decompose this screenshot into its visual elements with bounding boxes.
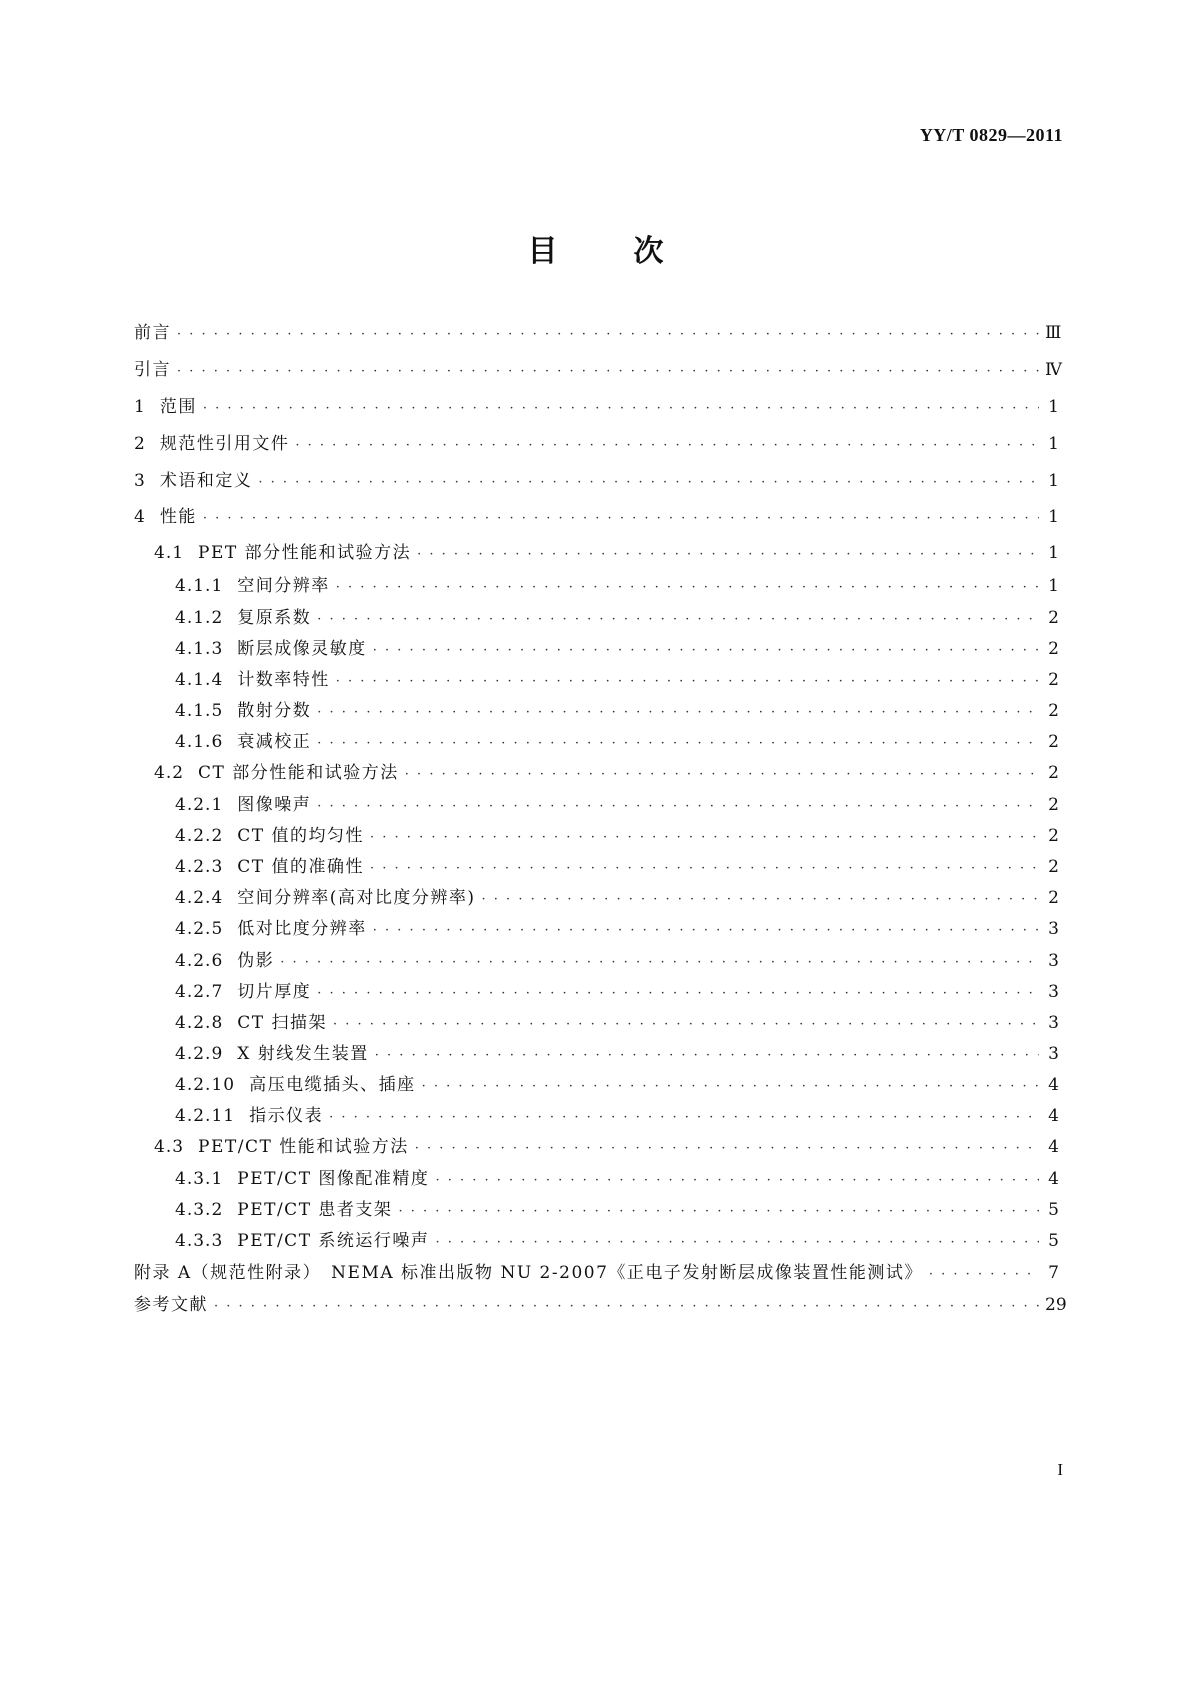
toc-entry-title: X 射线发生装置 xyxy=(237,1044,369,1064)
toc-entry[interactable] xyxy=(134,919,1059,941)
toc-dot-leader xyxy=(405,765,1039,785)
toc-dot-leader xyxy=(329,1108,1039,1128)
toc-dot-leader xyxy=(482,890,1039,910)
toc-entry-title: PET 部分性能和试验方法 xyxy=(198,543,412,563)
toc-entry-title: 引言 xyxy=(134,360,171,380)
toc-dot-leader xyxy=(370,859,1039,879)
toc-entry-number: 4.3.1 xyxy=(175,1169,224,1189)
toc-entry-page: 2 xyxy=(1048,763,1059,783)
toc-entry-title: 计数率特性 xyxy=(237,670,330,690)
toc-entry-title: 范围 xyxy=(159,397,197,417)
toc-entry-page: 1 xyxy=(1048,507,1059,527)
toc-entry-page: 2 xyxy=(1048,888,1059,908)
toc-entry-number: 4.2.10 xyxy=(175,1075,236,1095)
toc-entry[interactable] xyxy=(134,323,1062,345)
toc-dot-leader xyxy=(203,399,1039,419)
toc-entry-page: 1 xyxy=(1048,397,1059,417)
toc-dot-leader xyxy=(375,1046,1039,1066)
toc-entry[interactable] xyxy=(134,397,1059,419)
toc-entry-title: 性能 xyxy=(159,507,197,527)
toc-entry[interactable] xyxy=(134,543,1059,565)
toc-entry[interactable] xyxy=(134,1169,1059,1191)
toc-entry-page: 2 xyxy=(1048,608,1059,628)
toc-dot-leader xyxy=(258,473,1039,493)
toc-entry[interactable] xyxy=(134,795,1059,817)
toc-entry-title: 低对比度分辨率 xyxy=(237,919,367,939)
toc-entry-page: 29 xyxy=(1045,1295,1067,1315)
toc-entry-title: 伪影 xyxy=(237,951,275,971)
toc-entry-number: 4.1.1 xyxy=(175,576,224,596)
toc-entry[interactable] xyxy=(134,951,1059,973)
toc-entry-number: 4.3 xyxy=(154,1137,185,1157)
toc-dot-leader xyxy=(177,325,1039,345)
toc-entry-page: 1 xyxy=(1048,576,1059,596)
page-title-char-2: 次 xyxy=(633,234,664,269)
toc-entry[interactable] xyxy=(134,608,1059,630)
toc-dot-leader xyxy=(435,1233,1039,1253)
toc-entry[interactable] xyxy=(134,434,1059,456)
toc-entry-page: 3 xyxy=(1048,1013,1059,1033)
toc-entry[interactable] xyxy=(134,982,1059,1004)
toc-entry-title: CT 部分性能和试验方法 xyxy=(198,763,399,783)
toc-dot-leader xyxy=(317,734,1039,754)
toc-entry-page: 2 xyxy=(1048,639,1059,659)
toc-dot-leader xyxy=(203,509,1039,529)
toc-dot-leader xyxy=(333,1015,1039,1035)
toc-entry[interactable] xyxy=(134,471,1059,493)
toc-entry[interactable] xyxy=(134,1013,1059,1035)
toc-entry-page: 2 xyxy=(1048,732,1059,752)
page-number: I xyxy=(1057,1460,1063,1479)
toc-entry-number: 4.3.2 xyxy=(175,1200,224,1220)
toc-dot-leader xyxy=(336,578,1039,598)
toc-entry-number: 4.2.8 xyxy=(175,1013,224,1033)
toc-entry[interactable] xyxy=(134,507,1059,529)
toc-entry-title: 参考文献 xyxy=(134,1295,208,1315)
toc-dot-leader xyxy=(929,1265,1039,1285)
toc-dot-leader xyxy=(336,672,1039,692)
toc-dot-leader xyxy=(435,1171,1039,1191)
toc-dot-leader xyxy=(373,921,1039,941)
toc-entry[interactable] xyxy=(134,888,1059,910)
toc-dot-leader xyxy=(398,1202,1039,1222)
toc-entry-page: 3 xyxy=(1048,982,1059,1002)
toc-dot-leader xyxy=(317,610,1039,630)
toc-entry-page: 2 xyxy=(1048,857,1059,877)
toc-dot-leader xyxy=(177,362,1039,382)
toc-entry-title: PET/CT 患者支架 xyxy=(237,1200,393,1220)
page-title-char-1: 目 xyxy=(527,234,558,269)
toc-entry-title: PET/CT 系统运行噪声 xyxy=(237,1231,430,1251)
toc-entry-title: 空间分辨率 xyxy=(237,576,330,596)
toc-entry-page: 2 xyxy=(1048,795,1059,815)
toc-entry-number: 4.3.3 xyxy=(175,1231,224,1251)
toc-entry-title: PET/CT 图像配准精度 xyxy=(237,1169,430,1189)
toc-entry-page: 4 xyxy=(1048,1106,1059,1126)
toc-entry-title: 散射分数 xyxy=(237,701,312,721)
toc-entry-number: 3 xyxy=(134,471,146,491)
toc-entry-number: 4.2.3 xyxy=(175,857,224,877)
toc-entry-number: 4.1.2 xyxy=(175,608,224,628)
toc-dot-leader xyxy=(214,1297,1039,1317)
toc-entry-number: 4.2.2 xyxy=(175,826,224,846)
toc-entry[interactable] xyxy=(134,1137,1059,1159)
toc-entry[interactable] xyxy=(134,732,1059,754)
table-of-contents xyxy=(134,323,1067,1317)
toc-dot-leader xyxy=(280,953,1039,973)
page-title xyxy=(0,226,1191,270)
toc-entry-number: 4.1.6 xyxy=(175,732,224,752)
toc-entry-number: 4.2.7 xyxy=(175,982,224,1002)
toc-entry[interactable] xyxy=(134,670,1059,692)
toc-entry-number: 1 xyxy=(134,397,146,417)
toc-entry-page: 5 xyxy=(1048,1200,1059,1220)
toc-entry[interactable] xyxy=(134,360,1062,382)
toc-dot-leader xyxy=(295,436,1039,456)
toc-entry-page: Ⅳ xyxy=(1045,360,1062,380)
toc-entry-title: 高压电缆插头、插座 xyxy=(249,1075,416,1095)
toc-entry-page: Ⅲ xyxy=(1045,323,1062,343)
toc-entry-page: 7 xyxy=(1048,1263,1059,1283)
toc-entry-number: 4.1.4 xyxy=(175,670,224,690)
toc-dot-leader xyxy=(317,984,1039,1004)
toc-entry[interactable] xyxy=(134,1106,1059,1128)
toc-entry-page: 5 xyxy=(1048,1231,1059,1251)
toc-dot-leader xyxy=(370,828,1039,848)
toc-entry-title: 规范性引用文件 xyxy=(159,434,290,454)
toc-entry-number: 4.2.6 xyxy=(175,951,224,971)
toc-entry[interactable] xyxy=(134,826,1059,848)
toc-entry[interactable] xyxy=(134,576,1059,598)
toc-entry-page: 1 xyxy=(1048,434,1059,454)
toc-entry-number: 4.1 xyxy=(154,543,185,563)
toc-entry[interactable] xyxy=(134,701,1059,723)
toc-entry-page: 2 xyxy=(1048,701,1059,721)
toc-entry-page: 3 xyxy=(1048,951,1059,971)
toc-entry-title: PET/CT 性能和试验方法 xyxy=(198,1137,409,1157)
toc-entry-title: CT 值的准确性 xyxy=(237,857,365,877)
toc-entry[interactable] xyxy=(134,857,1059,879)
toc-entry[interactable] xyxy=(134,1263,1059,1285)
toc-entry-title: 附录 A（规范性附录） NEMA 标准出版物 NU 2-2007《正电子发射断层成像装置性能测试》 xyxy=(134,1263,923,1283)
toc-dot-leader xyxy=(317,797,1039,817)
toc-entry-title: CT 扫描架 xyxy=(237,1013,328,1033)
toc-dot-leader xyxy=(415,1139,1039,1159)
toc-entry-number: 4.2.11 xyxy=(175,1106,236,1126)
toc-entry-page: 3 xyxy=(1048,1044,1059,1064)
toc-entry-page: 1 xyxy=(1048,471,1059,491)
toc-entry-page: 4 xyxy=(1048,1075,1059,1095)
toc-entry-title: 前言 xyxy=(134,323,171,343)
toc-entry-number: 4.1.3 xyxy=(175,639,224,659)
standard-code: YY/T 0829—2011 xyxy=(919,125,1063,145)
toc-entry-title: 图像噪声 xyxy=(237,795,312,815)
toc-entry[interactable] xyxy=(134,1295,1067,1317)
toc-entry-page: 2 xyxy=(1048,826,1059,846)
toc-entry-title: CT 值的均匀性 xyxy=(237,826,365,846)
toc-entry-title: 切片厚度 xyxy=(237,982,312,1002)
toc-entry[interactable] xyxy=(134,1231,1059,1253)
toc-entry-number: 4.2.4 xyxy=(175,888,224,908)
toc-entry[interactable] xyxy=(134,1200,1059,1222)
toc-entry-title: 复原系数 xyxy=(237,608,312,628)
toc-entry-title: 断层成像灵敏度 xyxy=(237,639,367,659)
toc-dot-leader xyxy=(422,1077,1039,1097)
toc-entry-number: 4.2.1 xyxy=(175,795,224,815)
toc-entry[interactable] xyxy=(134,1075,1059,1097)
toc-dot-leader xyxy=(373,641,1039,661)
toc-entry-page: 2 xyxy=(1048,670,1059,690)
toc-entry-title: 空间分辨率(高对比度分辨率) xyxy=(237,888,476,908)
toc-entry-page: 1 xyxy=(1048,543,1059,563)
toc-entry-number: 4 xyxy=(134,507,146,527)
toc-entry-title: 衰减校正 xyxy=(237,732,312,752)
toc-entry-number: 4.2.9 xyxy=(175,1044,224,1064)
toc-entry-page: 4 xyxy=(1048,1137,1059,1157)
toc-dot-leader xyxy=(417,545,1039,565)
toc-dot-leader xyxy=(317,703,1039,723)
toc-entry-number: 2 xyxy=(134,434,146,454)
toc-entry[interactable] xyxy=(134,1044,1059,1066)
toc-entry-number: 4.1.5 xyxy=(175,701,224,721)
toc-entry-page: 3 xyxy=(1048,919,1059,939)
toc-entry-number: 4.2 xyxy=(154,763,185,783)
toc-entry[interactable] xyxy=(134,763,1059,785)
toc-entry-title: 术语和定义 xyxy=(159,471,253,491)
toc-entry-page: 4 xyxy=(1048,1169,1059,1189)
toc-entry-title: 指示仪表 xyxy=(249,1106,324,1126)
toc-entry-number: 4.2.5 xyxy=(175,919,224,939)
toc-entry[interactable] xyxy=(134,639,1059,661)
